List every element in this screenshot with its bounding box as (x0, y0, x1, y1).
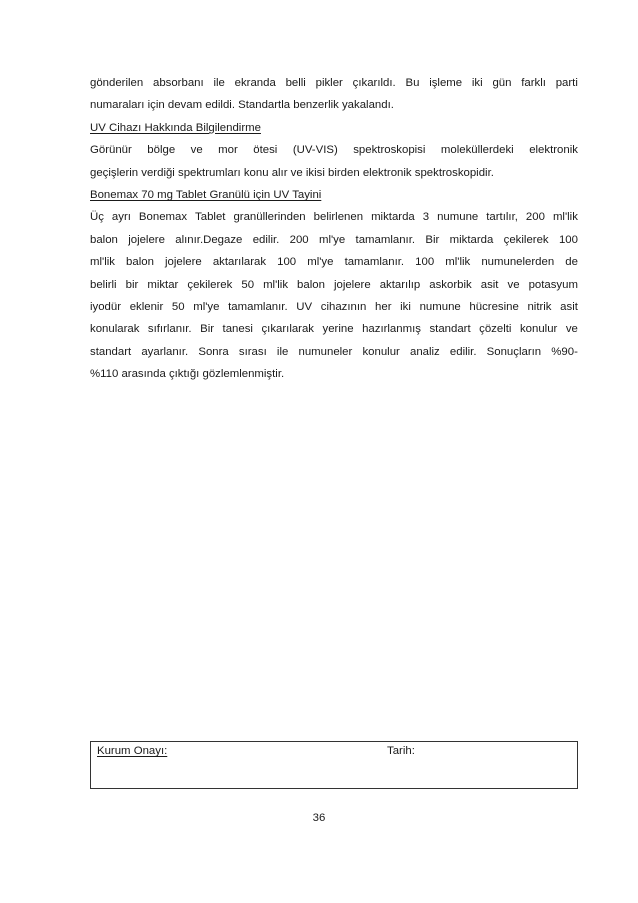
word: Sonuçların (486, 345, 542, 358)
word: iyodür (90, 300, 122, 313)
word: ml'ye (193, 300, 220, 313)
word: tanesi (222, 323, 253, 336)
word: miktarda (371, 211, 415, 224)
word: hazırlanmış (362, 323, 421, 336)
word: bir (125, 278, 139, 291)
text-line (90, 251, 578, 273)
word: asit (560, 300, 578, 313)
word: spektroskopisi (353, 144, 426, 157)
word: tamamlanır. (344, 256, 405, 269)
word: numuneler (298, 345, 353, 358)
word: Bonemax (138, 211, 188, 224)
word: çekilerek (503, 233, 549, 246)
word: 50 (241, 278, 255, 291)
text-line (90, 206, 578, 228)
word: moleküllerdeki (440, 144, 514, 157)
word: ile (276, 345, 289, 358)
word: parti (555, 77, 578, 89)
word: aktarılarak (212, 256, 267, 269)
word: Bir (200, 323, 215, 336)
word: aktarılıp (379, 278, 421, 291)
word: 200 (289, 233, 309, 246)
word: çekilerek (187, 278, 233, 291)
word: ml'ye (307, 256, 334, 269)
word: 200 (525, 211, 545, 224)
word: nitrik (527, 300, 552, 313)
word: absorbanı (152, 77, 204, 89)
word: belli (285, 77, 306, 89)
word: analiz (409, 345, 440, 358)
word: işleme (429, 77, 463, 89)
word: jojelere (333, 278, 371, 291)
word: farklı (521, 77, 546, 89)
word: ml'lik (263, 278, 289, 291)
word: 100 (415, 256, 435, 269)
word: edilir. (252, 233, 280, 246)
word: iki (471, 77, 483, 89)
heading-text: Bonemax 70 mg Tablet Granülü için UV Tayini (90, 188, 322, 201)
word: konulur (519, 323, 558, 336)
word: çıkarıldı. (352, 77, 396, 89)
word: mor (218, 144, 238, 157)
word: tartılır, (486, 211, 518, 224)
word: Sonra (198, 345, 229, 358)
section-heading-uv-device (90, 117, 578, 139)
word: numune (419, 300, 461, 313)
text-line: geçişlerin verdiği spektrumları konu alır ve ikisi birden elektronik spektroskopidir. (90, 166, 494, 179)
word: ötesi (253, 144, 278, 157)
body-text (90, 72, 578, 385)
word: sıfırlanır. (147, 323, 192, 336)
word: 3 (422, 211, 430, 224)
word: de (565, 256, 578, 269)
word: %90- (551, 345, 578, 358)
word: pikler (315, 77, 343, 89)
date-label: Tarih: (387, 745, 415, 757)
word: miktar (147, 278, 179, 291)
word: her (375, 300, 392, 313)
text-line (90, 318, 578, 340)
word: 100 (558, 233, 578, 246)
text-line (90, 274, 578, 296)
word: numunelerden (481, 256, 555, 269)
word: belirli (90, 278, 117, 291)
word: standart (90, 345, 132, 358)
word: Bir (425, 233, 440, 246)
text-line (90, 341, 578, 363)
word: jojelere (165, 256, 202, 269)
text-line: numaraları için devam edildi. Standartla benzerlik yakalandı. (90, 99, 394, 112)
word: standart (429, 323, 471, 336)
word: ile (213, 77, 225, 89)
word: çözelti (479, 323, 512, 336)
word: ml'lik (445, 256, 471, 269)
page-number: 36 (312, 812, 326, 824)
word: belirlenen (313, 211, 364, 224)
institution-approval-label (97, 745, 167, 757)
text-line (90, 229, 578, 251)
word: askorbik (429, 278, 472, 291)
word: tamamlanır. (355, 233, 416, 246)
word: ve (507, 278, 520, 291)
word: 50 (171, 300, 185, 313)
word: gönderilen (90, 77, 144, 89)
word: jojelere (128, 233, 165, 246)
word: 100 (277, 256, 297, 269)
word: gün (492, 77, 512, 89)
word: ve (190, 144, 203, 157)
word: alınır.Degaze (175, 233, 243, 246)
word: granüllerinden (233, 211, 306, 224)
word: konularak (90, 323, 140, 336)
word: hücresine (469, 300, 519, 313)
word: miktarda (449, 233, 494, 246)
word: ml'lik (552, 211, 578, 224)
word: elektronik (529, 144, 578, 157)
text-line (90, 72, 578, 94)
word: numune (437, 211, 479, 224)
heading-text: UV Cihazı Hakkında Bilgilendirme (90, 121, 261, 134)
word: çıkarılarak (261, 323, 315, 336)
text-line (90, 296, 578, 318)
word: UV (296, 300, 313, 313)
word: cihazının (320, 300, 367, 313)
word: konulur (362, 345, 400, 358)
word: balon (126, 256, 154, 269)
word: balon (90, 233, 118, 246)
institution-approval-text: Kurum Onayı: (97, 745, 168, 757)
word: Görünür (90, 144, 132, 157)
word: balon (297, 278, 325, 291)
word: Üç (90, 211, 104, 224)
text-line: %110 arasında çıktığı gözlemlenmiştir. (90, 368, 285, 381)
word: Bu (405, 77, 420, 89)
word: ml'lik (90, 256, 115, 269)
word: ekranda (234, 77, 276, 89)
word: ml'ye (318, 233, 346, 246)
approval-box (90, 741, 578, 789)
word: ayrı (111, 211, 131, 224)
word: tamamlanır. (228, 300, 288, 313)
word: ayarlanır. (141, 345, 189, 358)
section-heading-bonemax (90, 184, 578, 206)
word: (UV-VIS) (292, 144, 338, 157)
word: potasyum (528, 278, 578, 291)
word: yerine (322, 323, 354, 336)
word: ve (565, 323, 578, 336)
word: Tablet (195, 211, 226, 224)
word: bölge (147, 144, 176, 157)
word: sırası (238, 345, 267, 358)
text-line (90, 139, 578, 161)
word: iki (400, 300, 411, 313)
word: eklenir (129, 300, 164, 313)
word: edilir. (449, 345, 477, 358)
word: asit (480, 278, 499, 291)
